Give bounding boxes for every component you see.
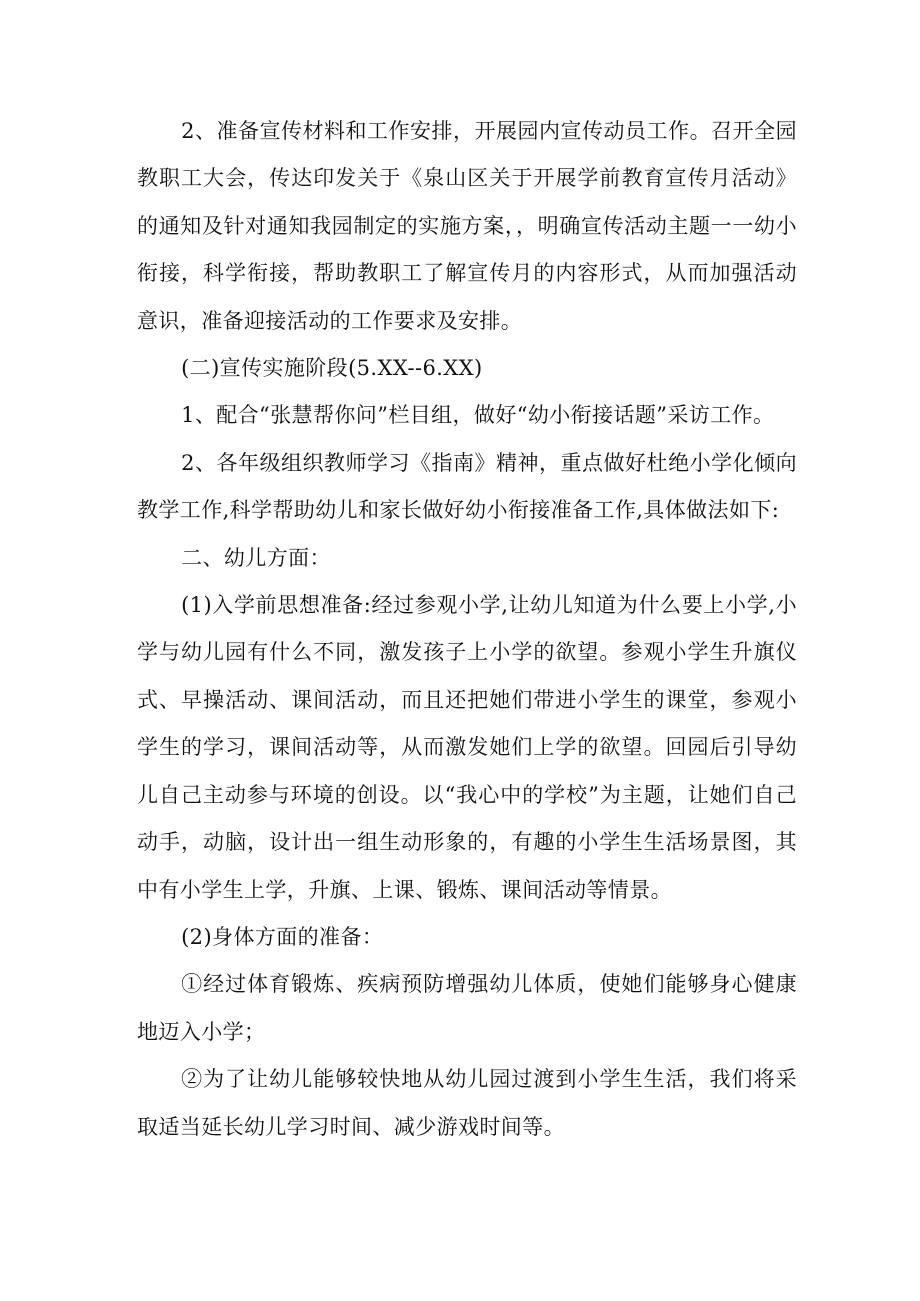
subheading-physical-preparation: (2)身体方面的准备： [181,924,384,949]
paragraph-physical-exercise: ①经过体育锻炼、疾病预防增强幼儿体质，使她们能够身心健康地迈入小学； [137,972,797,1044]
paragraph-interview-work: 1、配合“张慧帮你问”栏目组，做好“幼小衔接话题”采访工作。 [181,403,775,428]
section-heading-implementation-stage: (二)宣传实施阶段(5.XX--6.XX) [181,356,483,381]
section-heading-children: 二、幼儿方面： [181,545,331,570]
paragraph-transition-schedule: ②为了让幼儿能够较快地从幼儿园过渡到小学生生活，我们将采取适当延长幼儿学习时间、减少游戏时间等。 [137,1067,797,1139]
paragraph-guideline-study: 2、各年级组织教师学习《指南》精神，重点做好杜绝小学化倾向教学工作,科学帮助幼儿和家长做好幼小衔接准备工作,具体做法如下: [137,450,797,523]
document-body [137,108,797,1151]
paragraph-preparation-materials: 2、准备宣传材料和工作安排，开展园内宣传动员工作。召开全园教职工大会，传达印发关于《泉山区关于开展学前教育宣传月活动》的通知及针对通知我园制定的实施方案，，明确宣传活动主题一一幼小衔接，科学衔接，帮助教职工了解宣传月的内容形式，从而加强活动意识，准备迎接活动的工作要求及安排。 [137,119,797,333]
paragraph-mental-preparation: (1)入学前思想准备:经过参观小学,让幼儿知道为什么要上小学,小学与幼儿园有什么不同，激发孩子上小学的欲望。参观小学生升旗仪式、早操活动、课间活动，而且还把她们带进小学生的课堂，参观小学生的学习，课间活动等，从而激发她们上学的欲望。回园后引导幼儿自己主动参与环境的创设。以“我心中的学校”为主题，让她们自己动手，动脑，设计出一组生动形象的，有趣的小学生生活场景图，其中有小学生上学，升旗、上课、锻炼、课间活动等情景。 [137,593,797,902]
